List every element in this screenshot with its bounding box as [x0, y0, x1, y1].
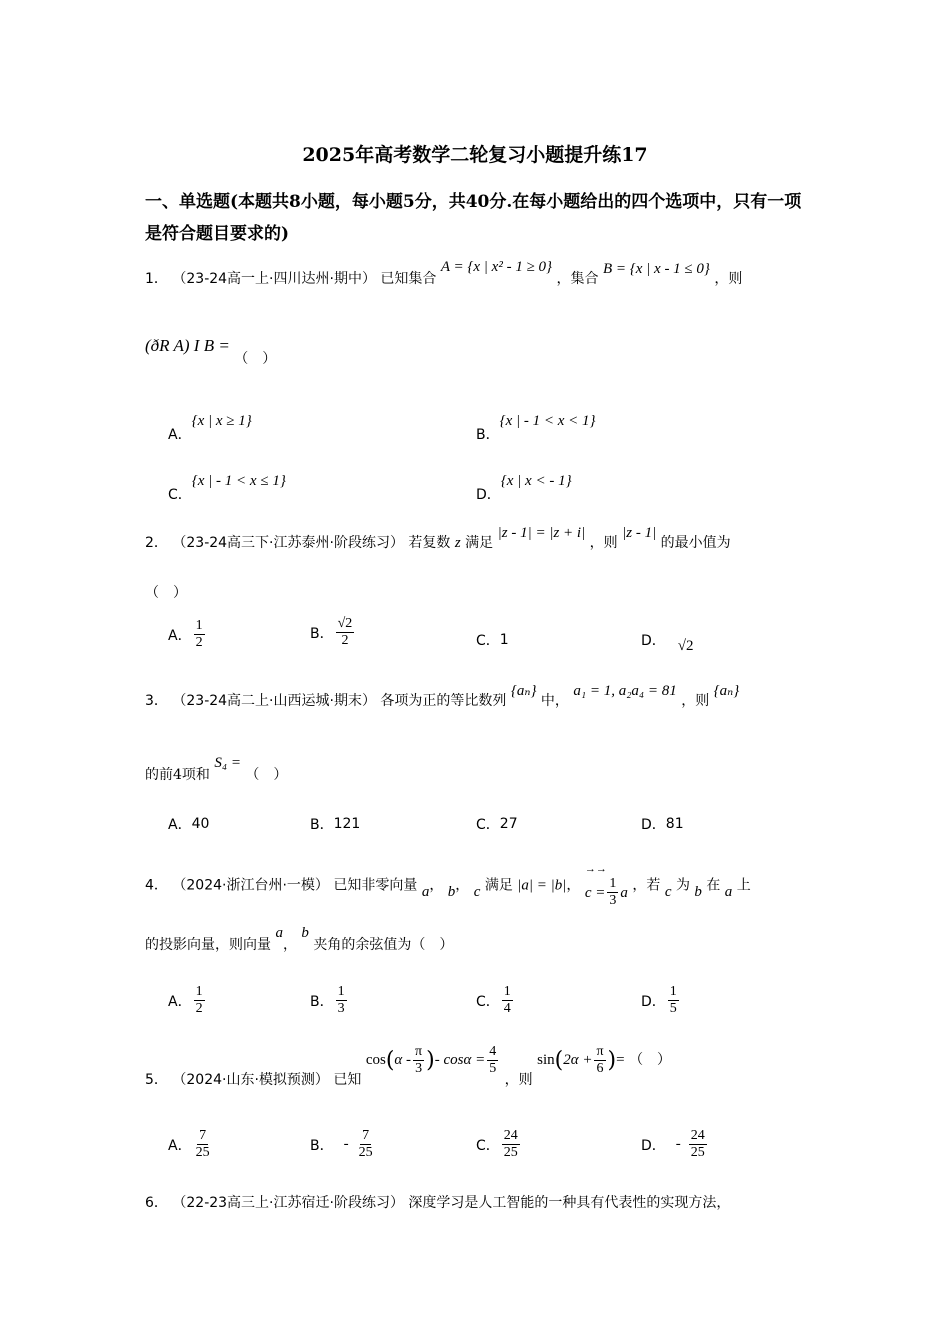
question-text: 的投影向量，则向量	[145, 937, 271, 953]
q2-option-a[interactable]: A． $\frac{1}{2}$	[168, 618, 203, 650]
question-source: （22-23高三上·江苏宿迁·阶段练习）	[172, 1195, 404, 1211]
q2-option-c[interactable]: C． 1	[476, 632, 509, 649]
q3-option-c[interactable]: C． 27	[476, 816, 518, 833]
q4-option-c[interactable]: C． $\frac{1}{4}$	[476, 984, 511, 1016]
q1-option-a[interactable]: A． {x | x ≥ 1}	[168, 412, 252, 443]
q2-option-b[interactable]: B． $\frac{√2}{2}$	[310, 616, 353, 648]
q4-option-d[interactable]: D． $\frac{1}{5}$	[641, 984, 677, 1016]
q1-option-b[interactable]: B． {x | - 1 < x < 1}	[476, 412, 596, 443]
vector-a: a	[724, 883, 733, 900]
fraction: $\frac{√2}{2}$	[337, 616, 353, 648]
option-value: {x | - 1 < x ≤ 1}	[191, 472, 286, 489]
question-text: 已知	[333, 1072, 362, 1088]
vector-a: a	[275, 925, 283, 941]
question-text: 满足	[484, 877, 513, 894]
set-b-expression: B = {x | x - 1 ≤ 0}	[602, 261, 710, 277]
answer-blank: （ ）	[629, 1052, 672, 1068]
variable-z: z	[454, 535, 461, 551]
sequence-expression: {aₙ}	[713, 683, 740, 699]
q3-option-d[interactable]: D． 81	[641, 816, 684, 833]
question-text: 满足	[465, 535, 494, 551]
q1-option-d[interactable]: D． {x | x < - 1}	[476, 472, 572, 503]
option-value: 1	[499, 632, 509, 648]
question-text: 上	[736, 877, 751, 894]
target-expression: sin ( 2α + $\frac{\pi}{6}$ ) =	[537, 1044, 625, 1076]
vector-c: c	[664, 883, 672, 900]
question-3-line-1	[145, 683, 740, 710]
question-text: 若复数	[408, 535, 451, 551]
question-4-line-1: 4． （2024·浙江台州·一模） 已知非零向量 a， b， c 满足 |a| = |b|， →→ c = $\frac{1}{3}$ a ，若 c 为 b 在 a 上	[145, 863, 751, 908]
vector-a: a	[421, 883, 430, 900]
answer-blank: （ ）	[245, 767, 288, 783]
question-text: 深度学习是人工智能的一种具有代表性的实现方法，	[408, 1195, 731, 1211]
question-text: ，则	[681, 693, 710, 709]
question-number: 1．	[145, 271, 168, 287]
question-1-line-2	[145, 336, 277, 367]
question-3-line-2	[145, 755, 288, 784]
question-text: ，集合	[556, 271, 599, 287]
fraction: $\frac{1}{2}$	[195, 618, 203, 650]
question-source: （23-24高三下·江苏泰州·阶段练习）	[172, 535, 404, 551]
option-value: √2	[677, 637, 694, 654]
question-2-line-2: （ ）	[145, 585, 187, 601]
q4-option-a[interactable]: A． $\frac{1}{2}$	[168, 984, 203, 1016]
set-a-expression: A = {x | x² - 1 ≥ 0}	[440, 259, 553, 275]
vector-relation: →→ c = $\frac{1}{3}$ a	[584, 863, 628, 908]
question-1-line-1	[145, 259, 743, 288]
q5-option-a[interactable]: A． $\frac{7}{25}$	[168, 1128, 210, 1160]
given-expression: cos ( α - $\frac{\pi}{3}$ ) - cosα = $\frac{4}{5}$	[365, 1044, 497, 1076]
q1-option-c[interactable]: C． {x | - 1 < x ≤ 1}	[168, 472, 286, 503]
question-4-line-2: 的投影向量，则向量 a， b 夹角的余弦值为（ ）	[145, 925, 454, 953]
question-text: ，则	[714, 271, 743, 287]
question-number: 4．	[145, 877, 168, 894]
question-text: 中，	[540, 693, 569, 709]
fraction: $\frac{1}{5}$	[669, 984, 677, 1016]
question-text: 夹角的余弦值为（ ）	[313, 937, 454, 953]
question-6-line-1	[145, 1192, 730, 1212]
q3-option-a[interactable]: A． 40	[168, 816, 210, 833]
question-number: 2．	[145, 535, 168, 551]
fraction: $\frac{1}{4}$	[503, 984, 511, 1016]
question-source: （2024·浙江台州·一模）	[172, 877, 329, 894]
question-number: 6．	[145, 1195, 168, 1211]
option-value: 27	[499, 816, 518, 832]
vector-b: b	[447, 883, 456, 900]
question-text: ，则	[589, 535, 618, 551]
q4-option-b[interactable]: B． $\frac{1}{3}$	[310, 984, 345, 1016]
page-title: 2025年高考数学二轮复习小题提升练17	[302, 144, 648, 166]
question-text: 在	[706, 877, 721, 894]
vector-b: b	[694, 883, 702, 900]
fraction: $\frac{7}{25}$	[195, 1128, 210, 1160]
option-value: 40	[191, 816, 210, 832]
option-value: {x | - 1 < x < 1}	[499, 412, 596, 429]
condition-expression: |z - 1| = |z + i|	[497, 525, 586, 541]
sum-expression: S₄ =	[214, 755, 241, 771]
vector-c: c	[473, 883, 481, 900]
q5-option-b[interactable]: B． - $\frac{7}{25}$	[310, 1128, 373, 1160]
target-expression: |z - 1|	[622, 525, 657, 541]
option-value: 121	[333, 816, 361, 832]
answer-blank: （ ）	[234, 351, 277, 367]
question-5-line-1	[145, 1044, 672, 1088]
question-source: （23-24高一上·四川达州·期中）	[172, 271, 376, 287]
question-source: （23-24高二上·山西运城·期末）	[172, 693, 376, 709]
fraction: $\frac{24}{25}$	[690, 1128, 705, 1160]
condition-expression: a₁ = 1, a₂a₄ = 81	[573, 683, 677, 699]
question-text: 为	[675, 877, 690, 894]
q2-option-d[interactable]: D． √2	[641, 633, 694, 654]
vector-b: b	[301, 925, 309, 941]
fraction: $\frac{7}{25}$	[358, 1128, 373, 1160]
section-heading: 一、单选题(本题共8小题，每小题5分，共40分.在每小题给出的四个选项中，只有一项是符合题目要求的)	[145, 192, 802, 244]
question-number: 3．	[145, 693, 168, 709]
question-text: ，则	[504, 1072, 533, 1088]
option-value: {x | x < - 1}	[500, 472, 572, 489]
question-text: 各项为正的等比数列	[380, 693, 507, 709]
question-text: 已知集合	[380, 271, 437, 287]
complement-expression: (ðR A) I B =	[145, 336, 230, 355]
fraction: $\frac{1}{3}$	[337, 984, 345, 1016]
option-value: {x | x ≥ 1}	[191, 412, 252, 429]
question-text: 的最小值为	[660, 535, 731, 551]
fraction: $\frac{24}{25}$	[503, 1128, 518, 1160]
sequence-expression: {aₙ}	[510, 683, 537, 699]
question-text: ，若	[632, 877, 661, 894]
question-text: 已知非零向量	[333, 877, 418, 894]
question-2-line-1	[145, 525, 731, 552]
q5-option-c[interactable]: C． $\frac{24}{25}$	[476, 1128, 518, 1160]
fraction: $\frac{1}{2}$	[195, 984, 203, 1016]
question-text: 的前4项和	[145, 767, 210, 783]
option-value: 81	[665, 816, 684, 832]
q3-option-b[interactable]: B． 121	[310, 816, 361, 833]
question-source: （2024·山东·模拟预测）	[172, 1072, 329, 1088]
q5-option-d[interactable]: D． - $\frac{24}{25}$	[641, 1128, 705, 1160]
question-number: 5．	[145, 1072, 168, 1088]
condition-expression: |a| = |b|	[517, 877, 567, 894]
